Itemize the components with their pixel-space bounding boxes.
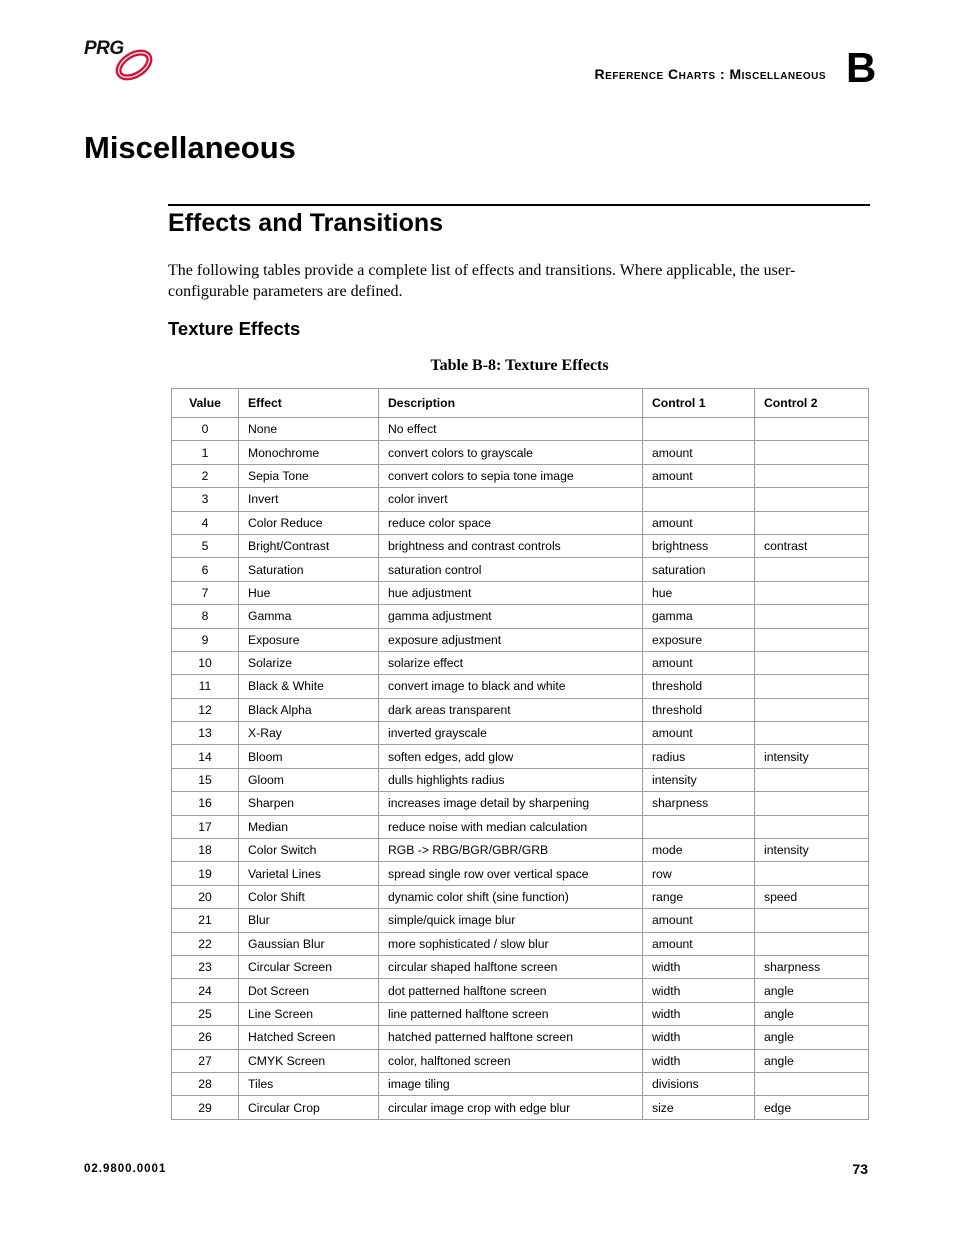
cell-effect: Sharpen: [239, 792, 379, 815]
cell-control-1: amount: [643, 511, 755, 534]
table-row: [172, 932, 869, 955]
table-row: [172, 722, 869, 745]
cell-control-1: mode: [643, 839, 755, 862]
cell-description: increases image detail by sharpening: [379, 792, 643, 815]
cell-control-1: radius: [643, 745, 755, 768]
cell-control-1: amount: [643, 441, 755, 464]
cell-value: 6: [172, 558, 239, 581]
column-header-value: Value: [172, 389, 239, 418]
cell-effect: Monochrome: [239, 441, 379, 464]
cell-description: dot patterned halftone screen: [379, 979, 643, 1002]
cell-control-1: width: [643, 1049, 755, 1072]
cell-control-2: [755, 511, 869, 534]
table-header-row: [172, 389, 869, 418]
cell-value: 25: [172, 1002, 239, 1025]
intro-paragraph: The following tables provide a complete list of effects and transitions. Where applicable, the user-configurable parameters are defined.: [168, 262, 796, 300]
cell-control-1: width: [643, 955, 755, 978]
cell-effect: None: [239, 418, 379, 441]
cell-value: 0: [172, 418, 239, 441]
cell-value: 9: [172, 628, 239, 651]
table-row: [172, 1096, 869, 1119]
subsection-title: Texture Effects: [168, 318, 301, 339]
cell-control-2: edge: [755, 1096, 869, 1119]
page-title: Miscellaneous: [84, 130, 296, 165]
cell-value: 21: [172, 909, 239, 932]
table-row: [172, 839, 869, 862]
table-row: [172, 909, 869, 932]
cell-description: color invert: [379, 488, 643, 511]
table-row: [172, 488, 869, 511]
cell-control-1: threshold: [643, 675, 755, 698]
cell-value: 15: [172, 768, 239, 791]
cell-control-2: [755, 464, 869, 487]
cell-control-1: brightness: [643, 534, 755, 557]
cell-control-2: [755, 441, 869, 464]
cell-control-2: [755, 675, 869, 698]
cell-control-2: [755, 605, 869, 628]
cell-description: reduce color space: [379, 511, 643, 534]
cell-control-2: [755, 862, 869, 885]
cell-description: convert colors to sepia tone image: [379, 464, 643, 487]
cell-description: brightness and contrast controls: [379, 534, 643, 557]
table-row: [172, 581, 869, 604]
table-row: [172, 745, 869, 768]
cell-effect: Hatched Screen: [239, 1026, 379, 1049]
document-number: 02.9800.0001: [84, 1163, 167, 1175]
cell-effect: Dot Screen: [239, 979, 379, 1002]
table-row: [172, 979, 869, 1002]
cell-effect: Circular Screen: [239, 955, 379, 978]
cell-effect: Circular Crop: [239, 1096, 379, 1119]
cell-effect: Exposure: [239, 628, 379, 651]
cell-control-1: amount: [643, 909, 755, 932]
column-header-description: Description: [379, 389, 643, 418]
table-caption: Table B-8: Texture Effects: [430, 357, 609, 374]
cell-effect: Saturation: [239, 558, 379, 581]
cell-control-1: hue: [643, 581, 755, 604]
cell-value: 19: [172, 862, 239, 885]
cell-value: 10: [172, 651, 239, 674]
cell-control-2: [755, 909, 869, 932]
cell-control-2: [755, 792, 869, 815]
cell-effect: Gloom: [239, 768, 379, 791]
table-row: [172, 534, 869, 557]
cell-description: soften edges, add glow: [379, 745, 643, 768]
table-row: [172, 955, 869, 978]
cell-value: 1: [172, 441, 239, 464]
cell-control-2: [755, 651, 869, 674]
cell-effect: Color Shift: [239, 885, 379, 908]
cell-control-1: width: [643, 979, 755, 1002]
cell-control-2: sharpness: [755, 955, 869, 978]
cell-description: line patterned halftone screen: [379, 1002, 643, 1025]
table-body: [172, 418, 869, 1120]
cell-control-2: angle: [755, 1049, 869, 1072]
cell-control-2: [755, 932, 869, 955]
cell-effect: Bright/Contrast: [239, 534, 379, 557]
prg-swoosh-icon: [112, 44, 156, 82]
table-row: [172, 815, 869, 838]
cell-value: 4: [172, 511, 239, 534]
table-row: [172, 1072, 869, 1095]
cell-control-2: contrast: [755, 534, 869, 557]
cell-description: solarize effect: [379, 651, 643, 674]
cell-value: 26: [172, 1026, 239, 1049]
cell-value: 24: [172, 979, 239, 1002]
cell-effect: Gamma: [239, 605, 379, 628]
table-row: [172, 464, 869, 487]
cell-control-1: threshold: [643, 698, 755, 721]
table-row: [172, 558, 869, 581]
cell-control-1: width: [643, 1002, 755, 1025]
cell-description: inverted grayscale: [379, 722, 643, 745]
table-row: [172, 1049, 869, 1072]
cell-description: dynamic color shift (sine function): [379, 885, 643, 908]
cell-control-2: [755, 628, 869, 651]
cell-description: hue adjustment: [379, 581, 643, 604]
cell-description: dark areas transparent: [379, 698, 643, 721]
cell-description: saturation control: [379, 558, 643, 581]
logo-text: PRG: [84, 38, 124, 59]
table-row: [172, 1026, 869, 1049]
table-row: [172, 605, 869, 628]
table-row: [172, 441, 869, 464]
cell-effect: Solarize: [239, 651, 379, 674]
column-header-control-2: Control 2: [755, 389, 869, 418]
cell-value: 17: [172, 815, 239, 838]
table-row: [172, 792, 869, 815]
cell-control-1: [643, 488, 755, 511]
prg-logo: [84, 38, 158, 82]
cell-control-1: [643, 815, 755, 838]
cell-control-2: [755, 815, 869, 838]
cell-effect: Black Alpha: [239, 698, 379, 721]
cell-description: gamma adjustment: [379, 605, 643, 628]
cell-control-2: [755, 698, 869, 721]
cell-control-1: range: [643, 885, 755, 908]
table-row: [172, 1002, 869, 1025]
column-header-effect: Effect: [239, 389, 379, 418]
cell-description: color, halftoned screen: [379, 1049, 643, 1072]
cell-effect: CMYK Screen: [239, 1049, 379, 1072]
cell-description: No effect: [379, 418, 643, 441]
cell-control-1: sharpness: [643, 792, 755, 815]
cell-value: 5: [172, 534, 239, 557]
cell-value: 2: [172, 464, 239, 487]
table-row: [172, 651, 869, 674]
cell-effect: Color Reduce: [239, 511, 379, 534]
cell-effect: Tiles: [239, 1072, 379, 1095]
cell-control-1: divisions: [643, 1072, 755, 1095]
cell-control-1: amount: [643, 464, 755, 487]
chapter-letter: B: [846, 44, 877, 91]
cell-description: exposure adjustment: [379, 628, 643, 651]
cell-control-2: intensity: [755, 745, 869, 768]
cell-effect: Bloom: [239, 745, 379, 768]
cell-control-1: exposure: [643, 628, 755, 651]
cell-control-1: amount: [643, 651, 755, 674]
table-row: [172, 511, 869, 534]
column-header-control-1: Control 1: [643, 389, 755, 418]
cell-effect: Invert: [239, 488, 379, 511]
cell-control-2: intensity: [755, 839, 869, 862]
cell-description: more sophisticated / slow blur: [379, 932, 643, 955]
page-number: 73: [852, 1161, 868, 1177]
cell-control-2: [755, 488, 869, 511]
cell-description: circular image crop with edge blur: [379, 1096, 643, 1119]
cell-control-1: amount: [643, 932, 755, 955]
cell-description: circular shaped halftone screen: [379, 955, 643, 978]
texture-effects-table: [171, 388, 869, 1120]
cell-value: 20: [172, 885, 239, 908]
cell-effect: Varietal Lines: [239, 862, 379, 885]
cell-control-1: row: [643, 862, 755, 885]
table-row: [172, 418, 869, 441]
cell-value: 23: [172, 955, 239, 978]
cell-description: convert image to black and white: [379, 675, 643, 698]
cell-control-2: angle: [755, 979, 869, 1002]
cell-control-1: saturation: [643, 558, 755, 581]
cell-control-2: [755, 418, 869, 441]
cell-control-2: angle: [755, 1026, 869, 1049]
table-row: [172, 768, 869, 791]
cell-description: reduce noise with median calculation: [379, 815, 643, 838]
cell-effect: Sepia Tone: [239, 464, 379, 487]
cell-effect: Color Switch: [239, 839, 379, 862]
cell-control-1: size: [643, 1096, 755, 1119]
cell-value: 28: [172, 1072, 239, 1095]
table-row: [172, 885, 869, 908]
cell-control-1: amount: [643, 722, 755, 745]
cell-control-2: [755, 722, 869, 745]
running-header: Reference Charts : Miscellaneous: [594, 66, 826, 82]
cell-value: 22: [172, 932, 239, 955]
cell-value: 12: [172, 698, 239, 721]
cell-control-2: [755, 581, 869, 604]
cell-control-1: gamma: [643, 605, 755, 628]
cell-description: convert colors to grayscale: [379, 441, 643, 464]
cell-effect: X-Ray: [239, 722, 379, 745]
table-row: [172, 698, 869, 721]
cell-value: 7: [172, 581, 239, 604]
cell-value: 3: [172, 488, 239, 511]
cell-control-2: [755, 768, 869, 791]
cell-value: 18: [172, 839, 239, 862]
cell-effect: Blur: [239, 909, 379, 932]
cell-value: 14: [172, 745, 239, 768]
cell-control-2: [755, 1072, 869, 1095]
cell-description: simple/quick image blur: [379, 909, 643, 932]
cell-value: 8: [172, 605, 239, 628]
cell-value: 13: [172, 722, 239, 745]
cell-control-1: intensity: [643, 768, 755, 791]
cell-effect: Line Screen: [239, 1002, 379, 1025]
cell-control-2: angle: [755, 1002, 869, 1025]
cell-effect: Black & White: [239, 675, 379, 698]
cell-control-2: [755, 558, 869, 581]
cell-description: RGB -> RBG/BGR/GBR/GRB: [379, 839, 643, 862]
cell-effect: Gaussian Blur: [239, 932, 379, 955]
cell-description: dulls highlights radius: [379, 768, 643, 791]
cell-effect: Hue: [239, 581, 379, 604]
cell-description: hatched patterned halftone screen: [379, 1026, 643, 1049]
cell-description: spread single row over vertical space: [379, 862, 643, 885]
table-row: [172, 675, 869, 698]
table-row: [172, 862, 869, 885]
cell-effect: Median: [239, 815, 379, 838]
cell-control-1: [643, 418, 755, 441]
cell-value: 11: [172, 675, 239, 698]
cell-value: 29: [172, 1096, 239, 1119]
cell-value: 27: [172, 1049, 239, 1072]
cell-description: image tiling: [379, 1072, 643, 1095]
section-title: Effects and Transitions: [168, 209, 444, 237]
cell-value: 16: [172, 792, 239, 815]
cell-control-2: speed: [755, 885, 869, 908]
table-row: [172, 628, 869, 651]
cell-control-1: width: [643, 1026, 755, 1049]
